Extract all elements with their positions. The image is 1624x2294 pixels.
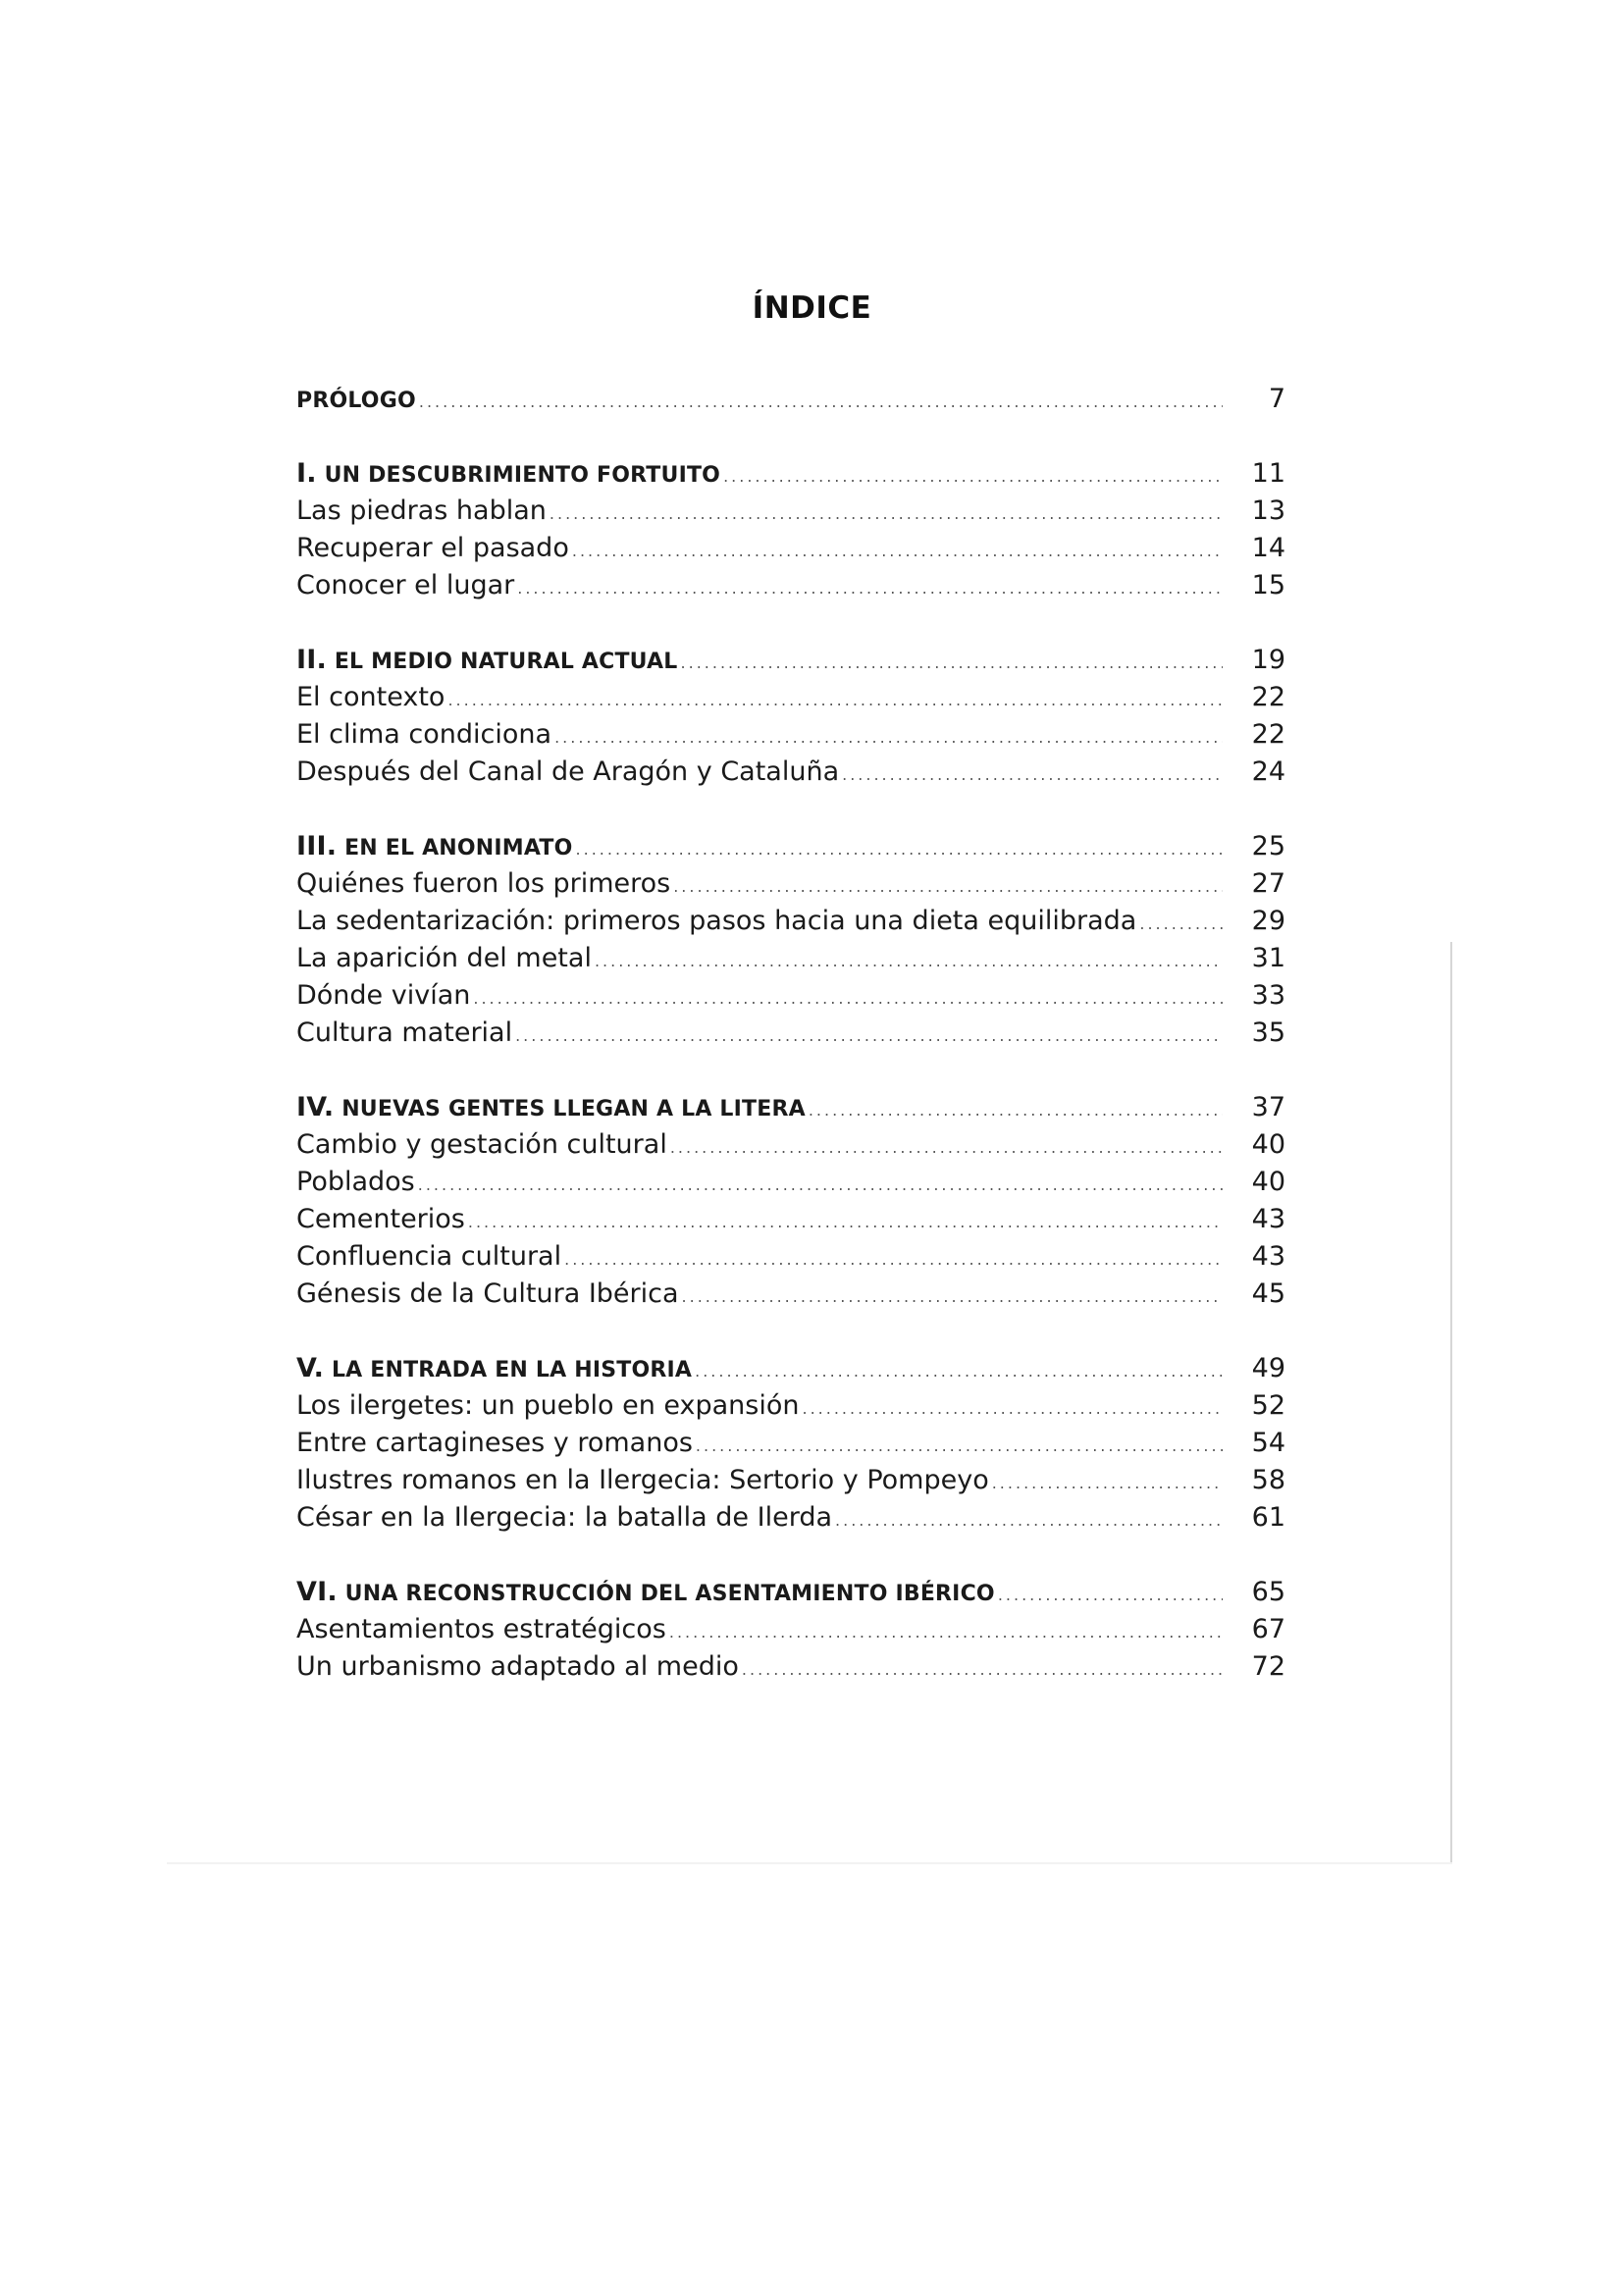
toc-entry-label: Dónde vivían [296, 980, 471, 1011]
scan-edge-right [1450, 942, 1452, 1864]
toc-page-number: 27 [1251, 868, 1285, 899]
toc-entry[interactable] [296, 1611, 1287, 1648]
toc-heading-label [296, 455, 720, 495]
toc-entry-label: Cementerios [296, 1204, 465, 1234]
toc-heading-number: V. [296, 1353, 325, 1383]
toc-section [296, 455, 1287, 604]
toc-entry[interactable] [296, 903, 1287, 940]
toc-entry-label: El clima condiciona [296, 719, 552, 750]
toc-page-number: 40 [1251, 1167, 1285, 1197]
toc-page-number: 40 [1251, 1129, 1285, 1160]
dot-leader [695, 1353, 1223, 1390]
toc-entry-label: El contexto [296, 682, 445, 712]
dot-leader [670, 1129, 1223, 1167]
dot-leader [835, 1502, 1223, 1539]
toc-heading-label [296, 828, 573, 867]
toc-page-number: 54 [1251, 1428, 1285, 1458]
toc-entry-label: Quiénes fueron los primeros [296, 868, 671, 899]
toc-page-number: 24 [1251, 756, 1285, 787]
dot-leader [842, 756, 1223, 794]
toc-entry-label: Asentamientos estratégicos [296, 1614, 666, 1644]
toc-entry-label: Recuperar el pasado [296, 533, 569, 563]
toc-heading-text: EN EL ANONIMATO [344, 836, 573, 860]
toc-heading[interactable] [296, 642, 1287, 679]
toc-page-number: 7 [1268, 384, 1285, 414]
toc-heading-number: VI. [296, 1577, 338, 1607]
dot-leader [515, 1017, 1223, 1055]
toc-heading[interactable] [296, 828, 1287, 865]
toc-entry-label: César en la Ilergecia: la batalla de Ilerda [296, 1502, 833, 1533]
dot-leader [803, 1390, 1224, 1428]
table-of-contents [296, 381, 1287, 1723]
toc-entry[interactable] [296, 1425, 1287, 1462]
toc-entry[interactable] [296, 679, 1287, 716]
dot-leader [473, 980, 1223, 1017]
dot-leader [550, 495, 1223, 533]
dot-leader [723, 458, 1223, 495]
toc-entry[interactable] [296, 940, 1287, 977]
toc-entry-label: Conocer el lugar [296, 570, 515, 600]
dot-leader [572, 533, 1223, 570]
toc-entry[interactable] [296, 1648, 1287, 1686]
toc-page-number: 61 [1251, 1502, 1285, 1533]
toc-page-number: 29 [1251, 906, 1285, 936]
toc-entry-label: Un urbanismo adaptado al medio [296, 1651, 739, 1682]
toc-page-number: 37 [1251, 1092, 1285, 1122]
toc-heading-label [296, 642, 678, 681]
toc-entry-label: Después del Canal de Aragón y Cataluña [296, 756, 840, 787]
toc-heading-text: UN DESCUBRIMIENTO FORTUITO [324, 463, 721, 488]
dot-leader [576, 831, 1223, 868]
toc-entry[interactable] [296, 865, 1287, 903]
toc-heading[interactable] [296, 455, 1287, 493]
toc-entry[interactable] [296, 1387, 1287, 1425]
dot-leader [447, 682, 1223, 719]
toc-page-number: 45 [1251, 1278, 1285, 1309]
toc-page-number: 43 [1251, 1241, 1285, 1272]
dot-leader [1139, 906, 1223, 943]
toc-heading-text: NUEVAS GENTES LLEGAN A LA LITERA [341, 1097, 806, 1121]
dot-leader [696, 1428, 1223, 1465]
toc-page-number: 13 [1251, 495, 1285, 526]
toc-page-number: 25 [1251, 831, 1285, 861]
toc-page-number: 49 [1251, 1353, 1285, 1383]
toc-page-number: 43 [1251, 1204, 1285, 1234]
toc-heading-text: EL MEDIO NATURAL ACTUAL [334, 650, 678, 674]
toc-entry[interactable] [296, 716, 1287, 754]
toc-heading-label [296, 1350, 692, 1389]
toc-heading-text: PRÓLOGO [296, 389, 416, 413]
toc-entry[interactable] [296, 1238, 1287, 1276]
toc-page-number: 52 [1251, 1390, 1285, 1421]
dot-leader [673, 868, 1223, 906]
toc-entry-label: Los ilergetes: un pueblo en expansión [296, 1390, 800, 1421]
toc-entry[interactable] [296, 530, 1287, 567]
toc-page-number: 22 [1251, 682, 1285, 712]
toc-entry[interactable] [296, 1126, 1287, 1164]
toc-entry-label: Cultura material [296, 1017, 513, 1048]
dot-leader [564, 1241, 1223, 1278]
toc-page-number: 67 [1251, 1614, 1285, 1644]
toc-entry-label: La sedentarización: primeros pasos hacia una dieta equilibrada [296, 906, 1137, 936]
toc-page-number: 14 [1251, 533, 1285, 563]
toc-heading-number: II. [296, 645, 327, 675]
toc-page-number: 35 [1251, 1017, 1285, 1048]
toc-heading[interactable] [296, 1089, 1287, 1126]
dot-leader [809, 1092, 1223, 1129]
toc-page-number: 22 [1251, 719, 1285, 750]
toc-page-number: 15 [1251, 570, 1285, 600]
toc-entry[interactable] [296, 1201, 1287, 1238]
toc-page-number: 11 [1251, 458, 1285, 489]
toc-entry-label: La aparición del metal [296, 943, 592, 973]
toc-entry-label: Las piedras hablan [296, 495, 547, 526]
dot-leader [595, 943, 1223, 980]
dot-leader [992, 1465, 1223, 1502]
toc-entry[interactable] [296, 977, 1287, 1015]
toc-entry-label: Ilustres romanos en la Ilergecia: Sertorio y Pompeyo [296, 1465, 989, 1495]
toc-heading-label [296, 1089, 806, 1128]
toc-section [296, 1350, 1287, 1537]
toc-entry[interactable] [296, 1462, 1287, 1499]
toc-page-number: 72 [1251, 1651, 1285, 1682]
dot-leader [468, 1204, 1223, 1241]
toc-entry[interactable] [296, 754, 1287, 791]
toc-heading-label [296, 1574, 995, 1613]
toc-entry[interactable] [296, 1499, 1287, 1537]
toc-heading-text: UNA RECONSTRUCCIÓN DEL ASENTAMIENTO IBÉRICO [344, 1582, 995, 1606]
toc-page-number: 19 [1251, 645, 1285, 675]
dot-leader [554, 719, 1223, 756]
toc-heading-label [296, 383, 416, 420]
dot-leader [681, 645, 1223, 682]
dot-leader [998, 1577, 1223, 1614]
toc-entry-label: Cambio y gestación cultural [296, 1129, 667, 1160]
dot-leader [669, 1614, 1223, 1651]
toc-entry[interactable] [296, 567, 1287, 604]
toc-heading-number: I. [296, 458, 317, 489]
toc-entry-label: Entre cartagineses y romanos [296, 1428, 693, 1458]
toc-page-number: 31 [1251, 943, 1285, 973]
toc-section [296, 828, 1287, 1052]
toc-section [296, 1089, 1287, 1313]
scan-edge-bottom [167, 1862, 1452, 1864]
toc-entry-label: Génesis de la Cultura Ibérica [296, 1278, 679, 1309]
toc-heading[interactable] [296, 381, 1287, 418]
dot-leader [419, 384, 1223, 421]
toc-page-number: 58 [1251, 1465, 1285, 1495]
toc-heading[interactable] [296, 1350, 1287, 1387]
toc-entry[interactable] [296, 1015, 1287, 1052]
toc-entry-label: Confluencia cultural [296, 1241, 562, 1272]
toc-section [296, 381, 1287, 418]
dot-leader [418, 1167, 1223, 1204]
toc-page-number: 65 [1251, 1577, 1285, 1607]
page-title: ÍNDICE [752, 290, 872, 326]
toc-section [296, 642, 1287, 791]
toc-entry[interactable] [296, 1164, 1287, 1201]
toc-heading-number: IV. [296, 1092, 335, 1122]
toc-entry[interactable] [296, 493, 1287, 530]
toc-heading-number: III. [296, 831, 338, 861]
dot-leader [742, 1651, 1223, 1689]
toc-entry[interactable] [296, 1276, 1287, 1313]
dot-leader [682, 1278, 1223, 1316]
toc-heading[interactable] [296, 1574, 1287, 1611]
toc-page-number: 33 [1251, 980, 1285, 1011]
toc-entry-label: Poblados [296, 1167, 415, 1197]
toc-section [296, 1574, 1287, 1686]
dot-leader [517, 570, 1223, 607]
toc-heading-text: LA ENTRADA EN LA HISTORIA [331, 1358, 693, 1382]
